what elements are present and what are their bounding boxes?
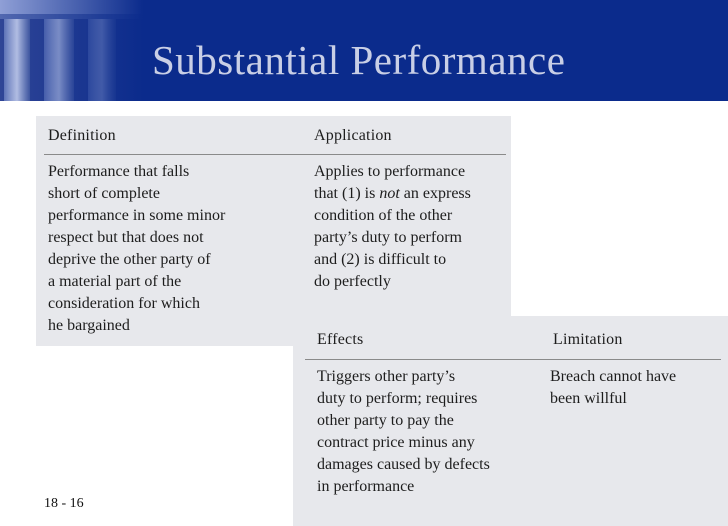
application-text: [314, 161, 471, 293]
effects-line: in performance: [317, 478, 415, 495]
limitation-line: been willful: [550, 390, 627, 407]
application-line: condition of the other: [314, 207, 453, 224]
effects-limitation-table: [293, 316, 728, 526]
effects-header: Effects: [317, 331, 364, 348]
definition-application-table: [36, 116, 511, 346]
definition-line: deprive the other party of: [48, 251, 211, 268]
limitation-header: Limitation: [553, 331, 623, 348]
application-line: and (2) is difficult to: [314, 251, 447, 268]
application-header: Application: [314, 127, 392, 144]
title-banner: [0, 0, 728, 101]
effects-line: contract price minus any: [317, 434, 475, 451]
effects-line: Triggers other party’s: [317, 368, 456, 385]
limitation-text: [550, 366, 676, 410]
definition-line: short of complete: [48, 185, 160, 202]
application-line: do perfectly: [314, 273, 391, 290]
header-divider: [44, 154, 506, 155]
application-line-part: that (1) is: [314, 185, 380, 202]
application-line: [314, 183, 471, 205]
slide-title: Substantial Performance: [152, 37, 566, 83]
application-line: Applies to performance: [314, 163, 466, 180]
definition-header: Definition: [48, 127, 116, 144]
limitation-line: Breach cannot have: [550, 368, 677, 385]
effects-line: damages caused by defects: [317, 456, 490, 473]
definition-line: performance in some minor: [48, 207, 226, 224]
header-divider: [305, 359, 721, 360]
definition-line: a material part of the: [48, 273, 182, 290]
definition-text: [48, 161, 225, 337]
slide-number: 18 - 16: [44, 496, 84, 511]
application-line-part: an express: [399, 185, 471, 202]
application-line: party’s duty to perform: [314, 229, 462, 246]
effects-line: other party to pay the: [317, 412, 454, 429]
definition-line: consideration for which: [48, 295, 200, 312]
effects-line: duty to perform; requires: [317, 390, 478, 407]
definition-line: respect but that does not: [48, 229, 204, 246]
emphasis-not: not: [379, 185, 400, 202]
effects-text: [317, 366, 490, 498]
definition-line: he bargained: [48, 317, 130, 334]
building-pillars-image: [0, 0, 143, 101]
definition-line: Performance that falls: [48, 163, 190, 180]
